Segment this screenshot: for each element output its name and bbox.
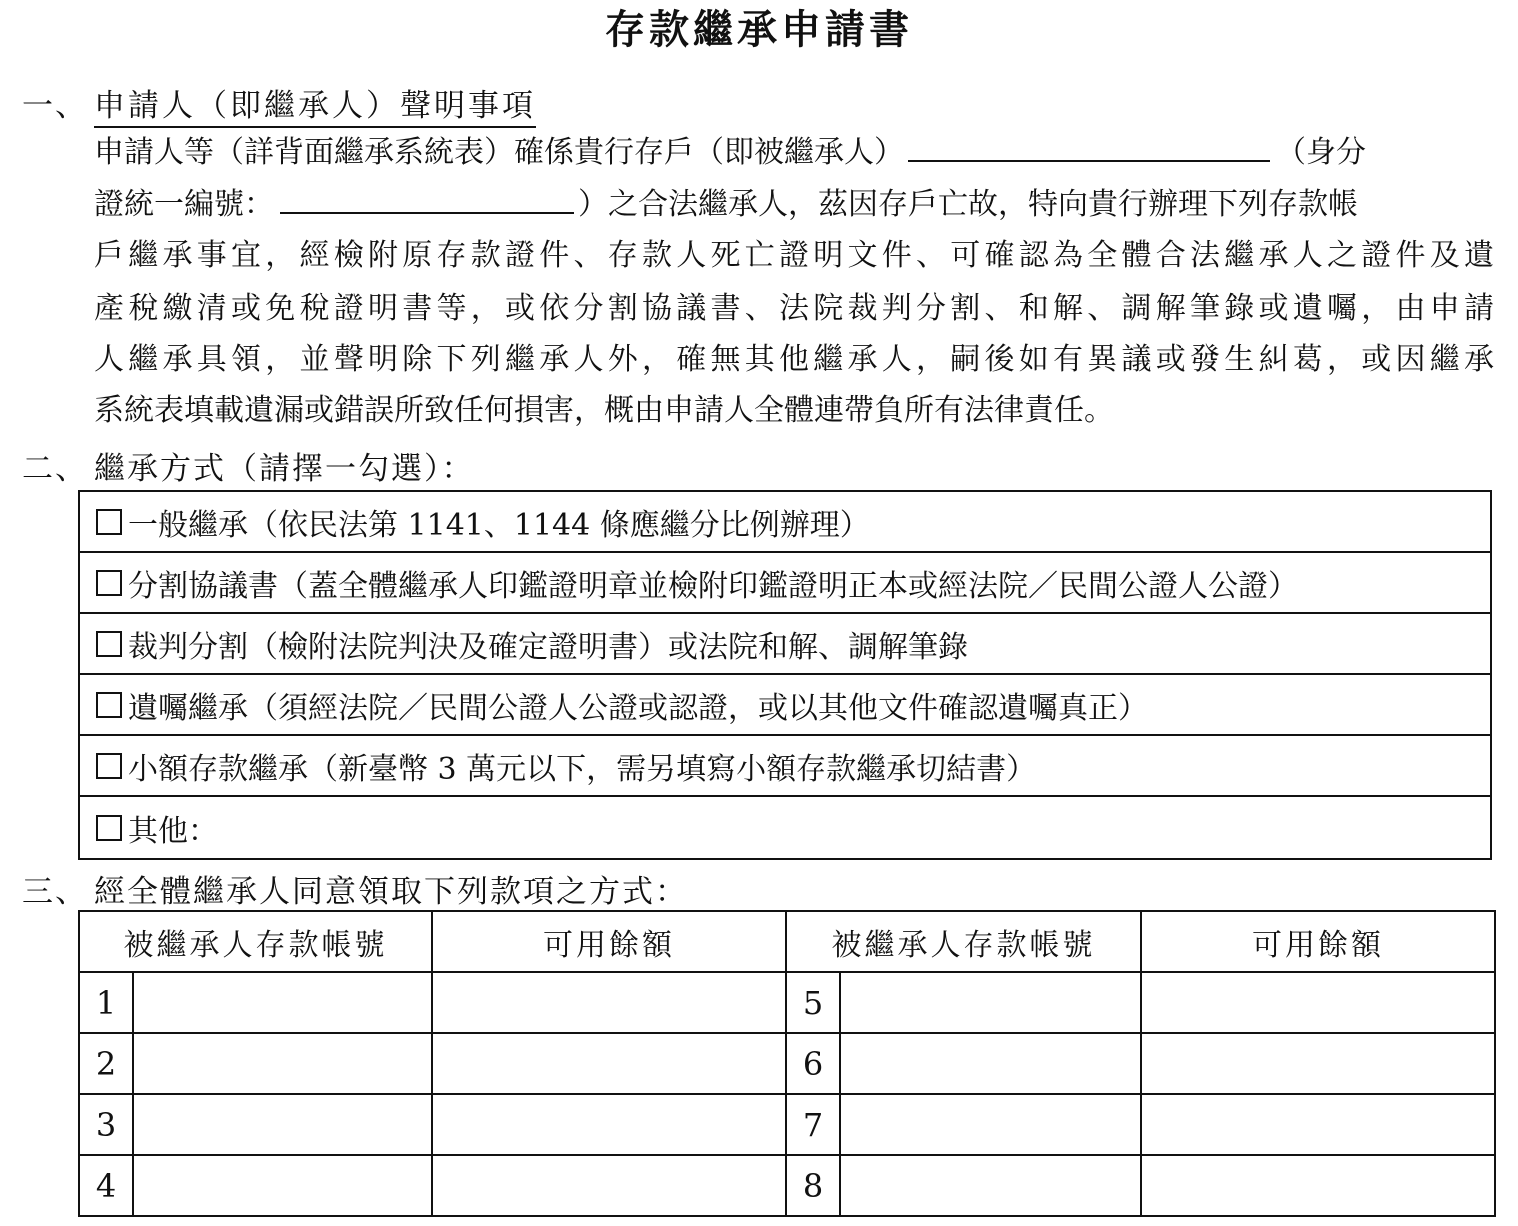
option-label: 小額存款繼承（新臺幣 3 萬元以下，需另填寫小額存款繼承切結書） xyxy=(128,751,1037,787)
section-3-heading: 經全體繼承人同意領取下列款項之方式： xyxy=(94,874,688,910)
balance-cell[interactable] xyxy=(432,1033,786,1094)
option-label: 裁判分割（檢附法院判決及確定證明書）或法院和解、調解筆錄 xyxy=(128,629,968,665)
balance-cell[interactable] xyxy=(432,1155,786,1216)
column-header-balance: 可用餘額 xyxy=(1141,911,1495,972)
option-label: 分割協議書（蓋全體繼承人印鑑證明章並檢附印鑑證明正本或經法院／民間公證人公證） xyxy=(128,568,1298,604)
section-2-heading: 繼承方式（請擇一勾選）： xyxy=(94,451,475,487)
balance-cell[interactable] xyxy=(1141,972,1495,1033)
option-partition-agreement[interactable] xyxy=(80,553,1490,614)
row-number: 6 xyxy=(786,1033,840,1094)
row-number: 2 xyxy=(79,1033,133,1094)
declaration-line-2 xyxy=(94,182,1494,226)
depositor-name-field[interactable] xyxy=(908,130,1270,162)
column-header-account: 被繼承人存款帳號 xyxy=(79,911,432,972)
balance-cell[interactable] xyxy=(432,1094,786,1155)
form-title: 存款繼承申請書 xyxy=(605,6,913,53)
declaration-line-6: 系統表填載遺漏或錯誤所致任何損害，概由申請人全體連帶負所有法律責任。 xyxy=(94,393,1114,428)
option-label: 一般繼承（依民法第 1141、1144 條應繼分比例辦理） xyxy=(128,507,870,543)
inheritance-method-options xyxy=(78,490,1492,860)
declaration-line-1 xyxy=(94,130,1494,174)
id-number-field[interactable] xyxy=(280,182,574,214)
option-label: 遺囑繼承（須經法院／民間公證人公證或認證，或以其他文件確認遺囑真正） xyxy=(128,690,1148,726)
checkbox-icon[interactable] xyxy=(96,815,122,841)
section-1-heading-text: 申請人（即繼承人）聲明事項 xyxy=(94,88,536,128)
account-number-cell[interactable] xyxy=(840,1094,1141,1155)
declaration-text: （身分 xyxy=(1276,135,1366,170)
balance-cell[interactable] xyxy=(1141,1094,1495,1155)
balance-cell[interactable] xyxy=(432,972,786,1033)
option-label: 其他： xyxy=(128,813,218,849)
row-number: 4 xyxy=(79,1155,133,1216)
row-number: 8 xyxy=(786,1155,840,1216)
account-number-cell[interactable] xyxy=(133,1155,432,1216)
declaration-text: 申請人等（詳背面繼承系統表）確係貴行存戶（即被繼承人） xyxy=(94,135,904,170)
checkbox-icon[interactable] xyxy=(96,570,122,596)
row-number: 5 xyxy=(786,972,840,1033)
row-number: 3 xyxy=(79,1094,133,1155)
section-3-number: 三、 xyxy=(22,874,88,910)
option-small-deposit[interactable] xyxy=(80,736,1490,797)
column-header-balance: 可用餘額 xyxy=(432,911,786,972)
account-number-cell[interactable] xyxy=(840,972,1141,1033)
column-header-account: 被繼承人存款帳號 xyxy=(786,911,1141,972)
account-number-cell[interactable] xyxy=(840,1155,1141,1216)
declaration-text: 證統一編號： xyxy=(94,187,274,222)
table-row xyxy=(79,1094,1495,1155)
checkbox-icon[interactable] xyxy=(96,631,122,657)
row-number: 1 xyxy=(79,972,133,1033)
account-number-cell[interactable] xyxy=(133,1033,432,1094)
section-1-heading xyxy=(94,80,536,125)
account-number-cell[interactable] xyxy=(133,972,432,1033)
table-header-row xyxy=(79,911,1495,972)
option-judicial-partition[interactable] xyxy=(80,614,1490,675)
declaration-text: ）之合法繼承人，茲因存戶亡故，特向貴行辦理下列存款帳 xyxy=(578,187,1358,222)
checkbox-icon[interactable] xyxy=(96,509,122,535)
option-general-inheritance[interactable] xyxy=(80,492,1490,553)
declaration-line-5: 人繼承具領，並聲明除下列繼承人外，確無其他繼承人，嗣後如有異議或發生糾葛，或因繼承 xyxy=(94,342,1494,377)
checkbox-icon[interactable] xyxy=(96,692,122,718)
accounts-table xyxy=(78,910,1496,1217)
checkbox-icon[interactable] xyxy=(96,753,122,779)
balance-cell[interactable] xyxy=(1141,1155,1495,1216)
section-1-number: 一、 xyxy=(22,88,88,124)
account-number-cell[interactable] xyxy=(840,1033,1141,1094)
table-row xyxy=(79,1033,1495,1094)
declaration-line-4: 產稅繳清或免稅證明書等，或依分割協議書、法院裁判分割、和解、調解筆錄或遺囑，由申請 xyxy=(94,291,1494,326)
row-number: 7 xyxy=(786,1094,840,1155)
balance-cell[interactable] xyxy=(1141,1033,1495,1094)
declaration-line-3: 戶繼承事宜，經檢附原存款證件、存款人死亡證明文件、可確認為全體合法繼承人之證件及遺 xyxy=(94,238,1494,273)
table-row xyxy=(79,972,1495,1033)
section-2-number: 二、 xyxy=(22,451,88,487)
option-other[interactable] xyxy=(80,797,1490,858)
table-row xyxy=(79,1155,1495,1216)
account-number-cell[interactable] xyxy=(133,1094,432,1155)
option-will-inheritance[interactable] xyxy=(80,675,1490,736)
